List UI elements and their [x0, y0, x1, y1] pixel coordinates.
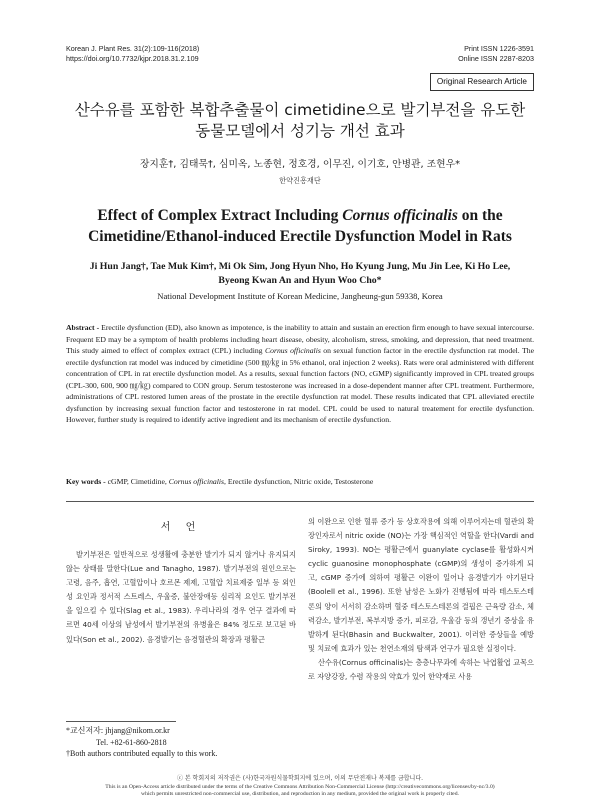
section-divider	[66, 501, 534, 502]
license-notice	[40, 784, 560, 798]
article-type-badge: Original Research Article	[430, 73, 534, 91]
english-title-species: Cornus officinalis	[342, 207, 458, 224]
abstract-text-b: on sexual function factor in the erectile dysfunction rat model. The erectile dysfunction rat model was induced by cimetidine (500 ㎎/㎏ in 5% ethanol, oral injection 2 weeks). Rats were oral administered with different concentration of CPL in rat erectile dysfunction model. As a results, sexual function factors (NO, cGMP) significantly improved in CPL treated groups (CPL-300, 600, 900 ㎎/㎏) compared to CON group. Serum testosterone was increased in a dose-dependent manner after CPL treatment. Furthermore, administrations of CPL restored lumen areas of the prostate in the erectile dysfunction rat model. These results indicated that CPL alleviated erectile dysfunction by increasing sexual function factor and testosterone in rat model. CPL could be used to natural treatement for erectile dysfunction. However, further study is required to identify active ingredient and its mechanism of erectile dysfunction.	[66, 346, 534, 424]
online-issn: Online ISSN 2287-8203	[458, 54, 534, 63]
keywords-label: Key words -	[66, 477, 106, 486]
footnote-divider	[66, 721, 176, 722]
body-column-right	[308, 515, 534, 684]
keywords-text-b: , Erectile dysfunction, Nitric oxide, Testosterone	[224, 477, 374, 486]
journal-citation	[66, 44, 199, 64]
running-header	[66, 44, 534, 70]
journal-name: Korean J. Plant Res. 31(2):109-116(2018)	[66, 44, 200, 53]
abstract-text-a: Erectile dysfunction (ED), also known as impotence, is the inability to attain and sustain an erection firm enough to have sexual intercourse. Frequent ED may be a symptom of health problems including heart disease, obesity, alcoholism, stress, smoking, and depression, that need treatment. This study aimed to effect of complex extract (CPL) including	[66, 323, 534, 355]
intro-paragraph-3: 산수유(Cornus officinalis)는 층층나무과에 속하는 낙엽활엽 교목으로 자양강장, 수렴 작용의 약효가 있어 한약재로 사용	[308, 657, 534, 682]
corresponding-author: *교신저자: jhjang@nikom.or.kr	[66, 726, 170, 735]
intro-paragraph-2: 의 이완으로 인한 혈류 증가 등 상호작용에 의해 이루어지는데 혈관의 확장인자로서 nitric oxide (NO)는 가장 핵심적인 역할을 한다(Vardi and Siroky, 1993). NO는 평활근에서 guanylate cyclase를 활성화시켜 cyclic guanosine monophosphate (cGMP)의 생성이 증가하게 되고, cGMP 증가에 의하여 평활근 이완이 일어나 음경발기가 야기된다(Boolell et al., 1996). 또한 남성은 노화가 진행됨에 따라 테스토스테론의 양이 서서히 감소하며 혈중 테스토스테론의 결핍은 근육량 감소, 체력감소, 발기부전, 복부지방 증가, 피로감, 우울감 등의 갱년기 증상을 유발하게 된다(Bhasin and Buckwalter, 2001). 이러한 증상들을 예방 및 치료에 효과가 있는 천연소재의 탐색과 연구가 필요한 실정이다.	[308, 517, 534, 653]
intro-paragraph-1: 발기부전은 일반적으로 성생활에 충분한 발기가 되지 않거나 유지되지 않는 상태를 말한다(Lue and Tanagho, 1987). 발기부전의 원인으로는 고령, 음주, 흡연, 고혈압이나 호르몬 제제, 고혈압 치료제중 일부 등 외인성 요인과 정서적 스트레스, 우울증, 불안장애등 심리적 요인도 발기부전을 일으킬 수 있다(Slag et al., 1983). 우리나라의 경우 연구 결과에 따르면 40세 이상의 남성에서 발기부전의 유병율은 84% 정도로 보고된 바 있다(Son et al., 2002). 음경발기는 음경혈관의 확장과 평활근	[66, 550, 296, 644]
english-title-post: on the	[457, 207, 503, 224]
english-title	[40, 205, 560, 247]
korean-title-line-1: 산수유를 포함한 복합추출물이 cimetidine으로 발기부전을 유도한	[74, 101, 526, 119]
english-title-line-2: Cimetidine/Ethanol-induced Erectile Dysfunction Model in Rats	[88, 228, 512, 245]
korean-authors: 장지훈†, 김태묵†, 심미옥, 노종현, 정호경, 이무진, 이기호, 안병관, 조현우*	[139, 159, 461, 170]
english-authors-line-1: Ji Hun Jang†, Tae Muk Kim†, Mi Ok Sim, Jong Hyun Nho, Ho Kyung Jung, Mu Jin Lee, Ki Ho Lee,	[89, 261, 511, 272]
korean-affiliation: 한약진흥재단	[279, 176, 321, 185]
equal-contribution-note: †Both authors contributed equally to this work.	[66, 749, 218, 758]
telephone: Tel. +82-61-860-2818	[96, 737, 167, 747]
english-title-pre: Effect of Complex Extract Including	[97, 207, 343, 224]
issn-block	[458, 44, 534, 64]
intro-heading: 서 언	[160, 522, 202, 533]
korean-title	[40, 100, 560, 142]
abstract	[66, 322, 534, 426]
abstract-label: Abstract -	[66, 323, 100, 332]
abstract-species: Cornus officinalis	[264, 346, 321, 355]
english-affiliation: National Development Institute of Korean Medicine, Jangheung-gun 59338, Korea	[157, 291, 443, 301]
english-authors	[50, 260, 550, 288]
copyright-notice: ⓒ 본 학회지의 저작권은 (사)한국자원식물학회지에 있으며, 이의 무단전재나 복제를 금합니다.	[176, 775, 424, 782]
print-issn: Print ISSN 1226-3591	[464, 44, 534, 53]
footnote	[66, 725, 296, 760]
license-line-1: This is an Open-Access article distributed under the terms of the Creative Commons Attribution Non-Commercial License (http://creativecommons.org/licenses/by-nc/3.0)	[105, 784, 495, 790]
body-column-left	[66, 515, 296, 647]
keywords-text-a: cGMP, Cimetidine,	[105, 477, 169, 486]
english-title-line-1	[40, 205, 560, 226]
keywords-species: Cornus officinalis	[168, 477, 225, 486]
korean-title-line-2: 동물모델에서 성기능 개선 효과	[195, 122, 405, 140]
license-line-2: which permits unrestricted non-commercial use, distribution, and reproduction in any medium, provided the original work is properly cited.	[141, 791, 459, 798]
doi-link[interactable]: https://doi.org/10.7732/kjpr.2018.31.2.109	[66, 54, 199, 63]
english-authors-line-2: Byeong Kwan An and Hyun Woo Cho*	[218, 275, 382, 286]
keywords	[66, 476, 534, 487]
